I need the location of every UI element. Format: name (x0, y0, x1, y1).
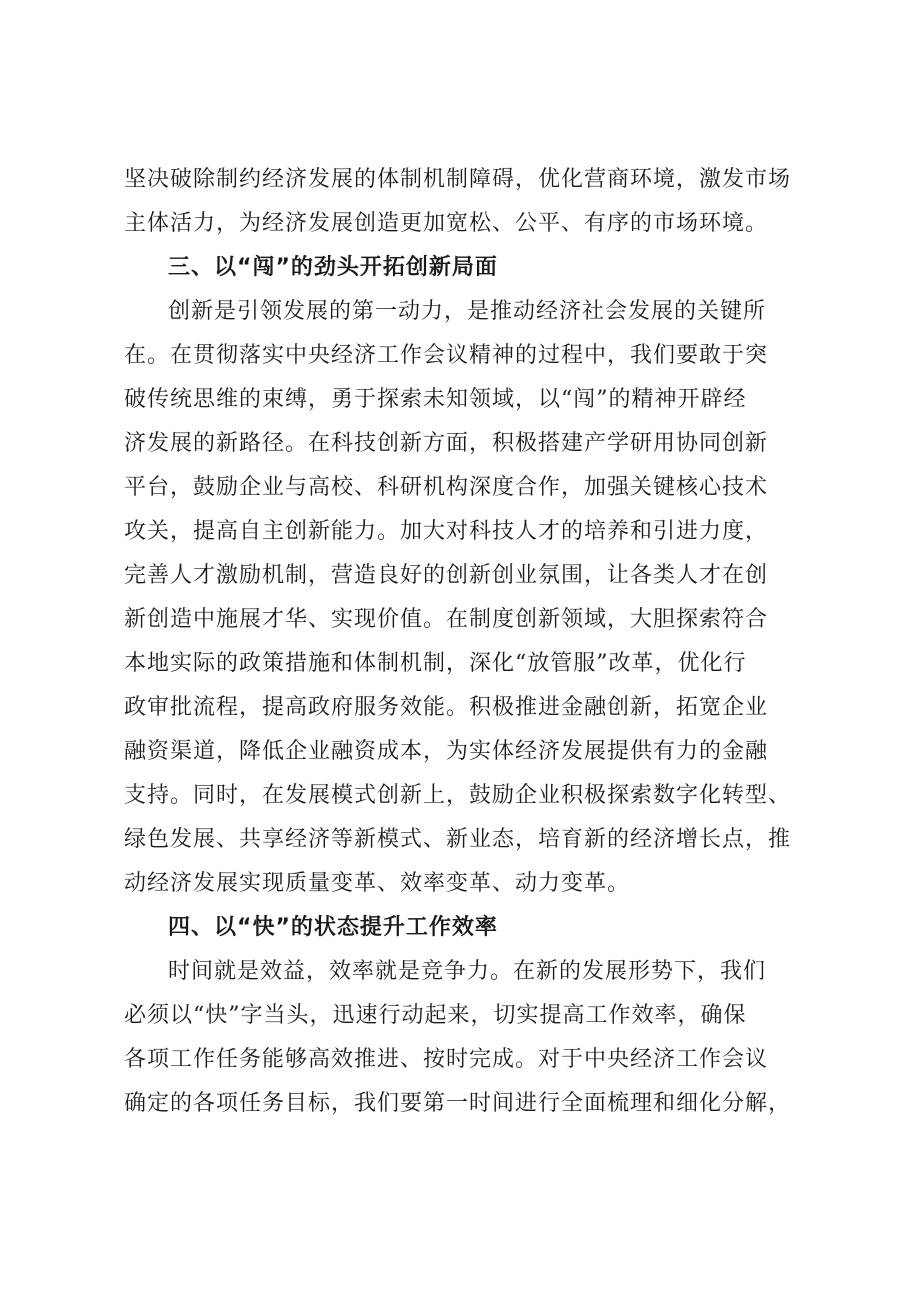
paragraph-line: 政审批流程，提高政府服务效能。积极推进金融创新，拓宽企业 (124, 695, 769, 720)
paragraph-line: 融资渠道，降低企业融资成本，为实体经济发展提供有力的金融 (124, 739, 769, 764)
section-heading: 三、以“闯”的劲头开拓创新局面 (168, 255, 498, 280)
paragraph-line: 平台，鼓励企业与高校、科研机构深度合作，加强关键核心技术 (124, 475, 769, 500)
paragraph-line: 完善人才激励机制，营造良好的创新创业氛围，让各类人才在创 (124, 563, 769, 588)
paragraph-line: 时间就是效益，效率就是竞争力。在新的发展形势下，我们 (168, 959, 767, 984)
paragraph-line: 动经济发展实现质量变革、效率变革、动力变革。 (124, 871, 631, 896)
paragraph-line: 主体活力，为经济发展创造更加宽松、公平、有序的市场环境。 (124, 211, 769, 236)
paragraph-line: 创新是引领发展的第一动力，是推动经济社会发展的关键所 (168, 299, 767, 324)
paragraph-line: 攻关，提高自主创新能力。加大对科技人才的培养和引进力度， (124, 519, 769, 544)
paragraph-line: 确定的各项任务目标，我们要第一时间进行全面梳理和细化分解， (124, 1091, 792, 1116)
paragraph-line: 本地实际的政策措施和体制机制，深化“放管服”改革，优化行 (124, 651, 747, 676)
paragraph-line: 必须以“快”字当头，迅速行动起来，切实提高工作效率，确保 (124, 1003, 747, 1028)
paragraph-line: 坚决破除制约经济发展的体制机制障碍，优化营商环境，激发市场 (124, 167, 792, 192)
paragraph-line: 绿色发展、共享经济等新模式、新业态，培育新的经济增长点，推 (124, 827, 792, 852)
document-body (124, 158, 804, 1126)
paragraph-line: 支持。同时，在发展模式创新上，鼓励企业积极探索数字化转型、 (124, 783, 792, 808)
section-heading: 四、以“快”的状态提升工作效率 (168, 915, 498, 940)
paragraph-line: 济发展的新路径。在科技创新方面，积极搭建产学研用协同创新 (124, 431, 769, 456)
paragraph-line: 破传统思维的束缚，勇于探索未知领域，以“闯”的精神开辟经 (124, 387, 747, 412)
paragraph-line: 在。在贯彻落实中央经济工作会议精神的过程中，我们要敢于突 (124, 343, 769, 368)
paragraph-line: 新创造中施展才华、实现价值。在制度创新领域，大胆探索符合 (124, 607, 769, 632)
paragraph-line: 各项工作任务能够高效推进、按时完成。对于中央经济工作会议 (124, 1047, 769, 1072)
